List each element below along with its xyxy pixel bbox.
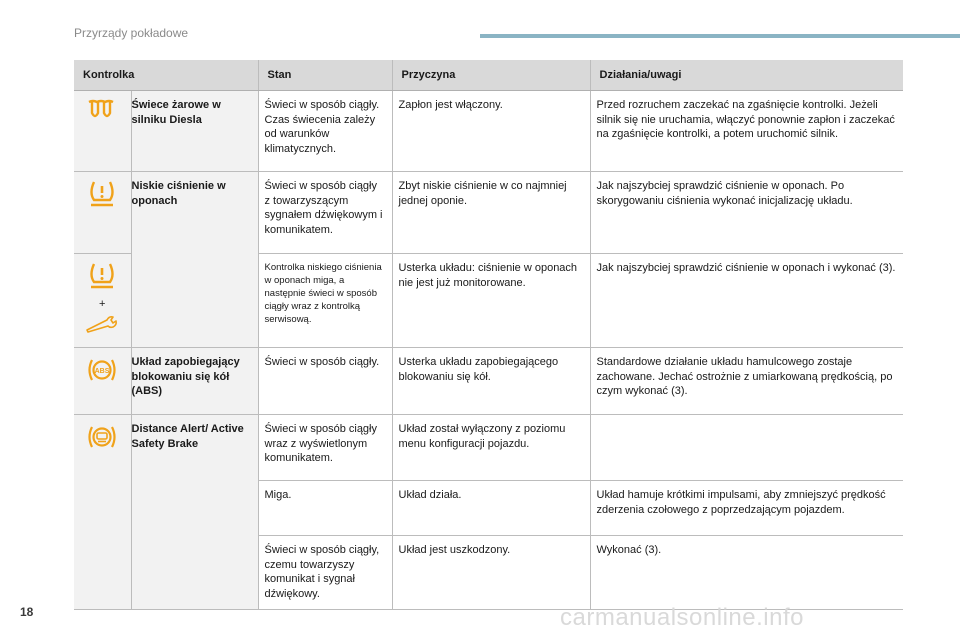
action-cell: Jak najszybciej sprawdzić ciśnienie w oponach i wykonać (3).	[590, 254, 903, 348]
action-cell	[590, 415, 903, 481]
col-header-kontrolka: Kontrolka	[74, 60, 258, 91]
state-cell: Świeci w sposób ciągły, czemu towarzyszy komunikat i sygnał dźwiękowy.	[258, 536, 392, 610]
action-cell: Przed rozruchem zaczekać na zgaśnięcie kontrolki. Jeżeli silnik się nie uruchamia, włączyć ponownie zapłon i zaczekać na zgaśnięcie kontrolki, a potem uruchomić silnik.	[590, 91, 903, 172]
icon-cell	[74, 172, 131, 254]
cause-cell: Układ został wyłączony z poziomu menu konfiguracji pojazdu.	[392, 415, 590, 481]
tyre-pressure-icon	[88, 180, 116, 213]
icon-cell	[74, 91, 131, 172]
abs-icon-text: ABS	[94, 368, 110, 375]
table-row	[74, 91, 903, 172]
cause-cell: Układ jest uszkodzony.	[392, 536, 590, 610]
table-row	[74, 172, 903, 254]
tyre-pressure-icon	[88, 262, 116, 295]
cause-cell: Usterka układu: ciśnienie w oponach nie jest już monitorowane.	[392, 254, 590, 348]
glow-plug-icon	[87, 99, 117, 126]
state-cell: Kontrolka niskiego ciśnienia w oponach miga, a następnie świeci w sposób ciągły wraz z kontrolką serwisową.	[258, 254, 392, 348]
state-cell: Świeci w sposób ciągły wraz z wyświetlonym komunikatem.	[258, 415, 392, 481]
watermark: carmanualsonline.info	[560, 604, 804, 631]
abs-icon	[86, 356, 118, 389]
plus-sign: +	[99, 297, 106, 310]
icon-cell	[74, 348, 131, 415]
action-cell: Standardowe działanie układu hamulcowego zostaje zachowane. Jechać ostrożnie z umiarkowaną prędkością, po czym wykonać (3).	[590, 348, 903, 415]
cause-cell: Układ działa.	[392, 481, 590, 536]
section-title: Przyrządy pokładowe	[74, 26, 189, 40]
warning-lights-table	[74, 60, 903, 610]
col-header-stan: Stan	[258, 60, 392, 91]
table-row	[74, 415, 903, 481]
indicator-name: Świece żarowe w silniku Diesla	[131, 91, 258, 172]
action-cell: Układ hamuje krótkimi impulsami, aby zmniejszyć prędkość zderzenia czołowego z poprzedzającym pojazdem.	[590, 481, 903, 536]
service-wrench-icon	[85, 315, 119, 338]
icon-cell	[74, 254, 131, 348]
col-header-dzialania: Działania/uwagi	[590, 60, 903, 91]
action-cell: Wykonać (3).	[590, 536, 903, 610]
header-accent-bar	[480, 34, 960, 38]
state-cell: Świeci w sposób ciągły z towarzyszącym sygnałem dźwiękowym i komunikatem.	[258, 172, 392, 254]
action-cell: Jak najszybciej sprawdzić ciśnienie w oponach. Po skorygowaniu ciśnienia wykonać inicjalizację układu.	[590, 172, 903, 254]
cause-cell: Zapłon jest włączony.	[392, 91, 590, 172]
indicator-name: Układ zapobiegający blokowaniu się kół (ABS)	[131, 348, 258, 415]
cause-cell: Usterka układu zapobiegającego blokowaniu się kół.	[392, 348, 590, 415]
table-header-row	[74, 60, 903, 91]
state-cell: Miga.	[258, 481, 392, 536]
cause-cell: Zbyt niskie ciśnienie w co najmniej jednej oponie.	[392, 172, 590, 254]
indicator-name: Distance Alert/ Active Safety Brake	[131, 415, 258, 610]
state-cell: Świeci w sposób ciągły.	[258, 348, 392, 415]
active-safety-brake-icon	[86, 423, 118, 456]
icon-cell	[74, 415, 131, 610]
page-number: 18	[20, 605, 34, 619]
indicator-name: Niskie ciśnienie w oponach	[131, 172, 258, 348]
state-cell: Świeci w sposób ciągły. Czas świecenia zależy od warunków klimatycznych.	[258, 91, 392, 172]
table-row	[74, 348, 903, 415]
col-header-przyczyna: Przyczyna	[392, 60, 590, 91]
